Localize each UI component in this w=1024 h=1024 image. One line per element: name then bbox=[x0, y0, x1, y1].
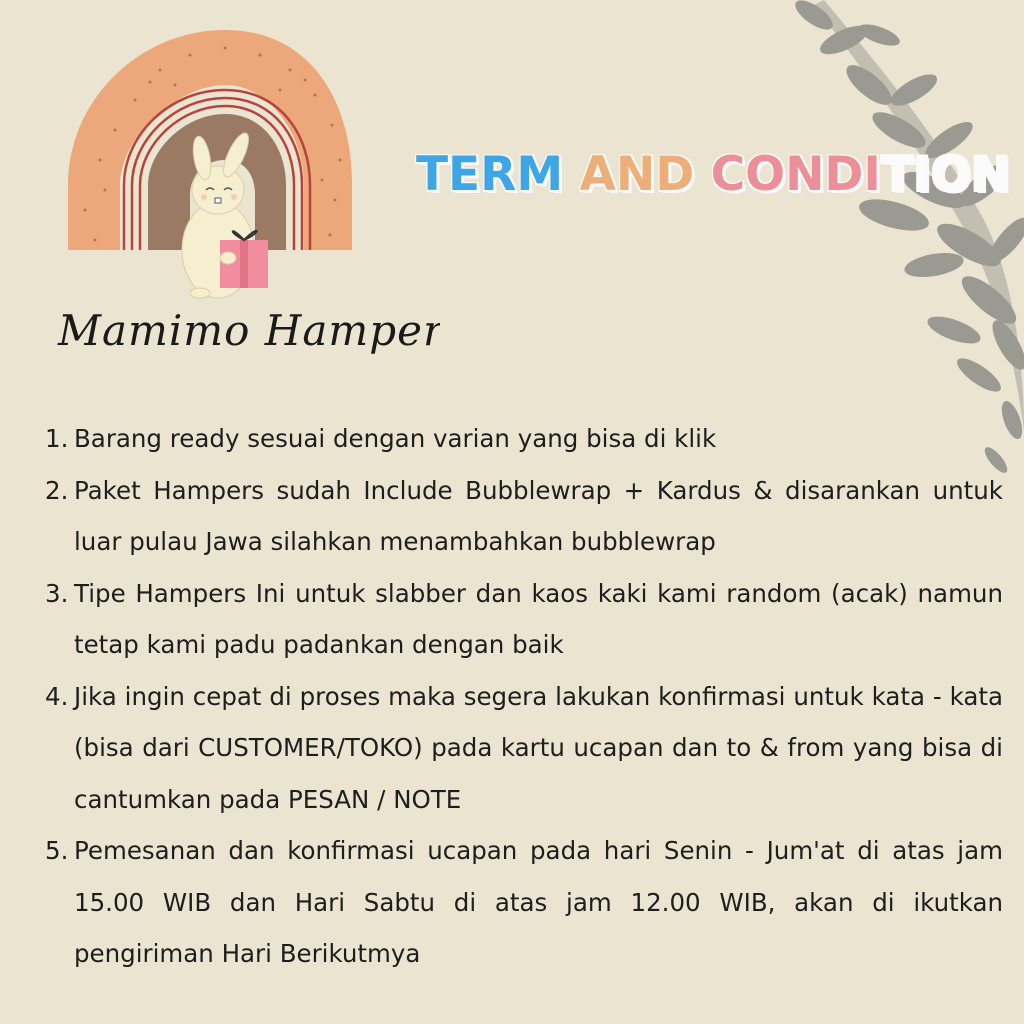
terms-item-number: 5. bbox=[45, 836, 69, 865]
terms-item-number: 4. bbox=[45, 681, 69, 711]
title-term: TERM bbox=[416, 147, 564, 202]
terms-item-text: Tipe Hampers Ini untuk slabber dan kaos kaki kami random (acak) namun tetap kami padu padankan dengan baik bbox=[74, 578, 1003, 659]
terms-item-text: Pemesanan dan konfirmasi ucapan pada hari Senin - Jum'at di atas jam 15.00 WIB dan Hari Sabtu di atas jam 12.00 WIB, akan di ikutkan pengiriman Hari Berikutmya bbox=[74, 836, 1003, 968]
terms-item-number: 1. bbox=[45, 424, 69, 453]
terms-item-text: Paket Hampers sudah Include Bubblewrap + Kardus & disarankan untuk luar pulau Jawa silahkan menambahkan bubblewrap bbox=[74, 475, 1003, 556]
terms-item-number: 3. bbox=[45, 578, 69, 608]
terms-item bbox=[45, 671, 1003, 826]
brand-logo bbox=[40, 10, 440, 390]
title-condition-end: TION bbox=[880, 147, 1010, 202]
terms-item bbox=[45, 413, 1003, 465]
terms-item bbox=[45, 825, 1003, 980]
terms-item-text: Jika ingin cepat di proses maka segera lakukan konfirmasi untuk kata - kata (bisa dari CUSTOMER/TOKO) pada kartu ucapan dan to & from yang bisa di cantumkan pada PESAN / NOTE bbox=[74, 681, 1003, 814]
terms-item bbox=[45, 568, 1003, 671]
brand-name: Mamimo Hampers bbox=[58, 306, 440, 355]
page-title bbox=[416, 143, 1010, 207]
terms-item-text: Barang ready sesuai dengan varian yang bisa di klik bbox=[74, 424, 717, 453]
terms-list bbox=[45, 413, 1003, 980]
title-and: AND bbox=[579, 147, 695, 202]
terms-item-number: 2. bbox=[45, 475, 69, 505]
title-condition: CONDI bbox=[710, 147, 881, 202]
rainbow-bunny-illustration bbox=[40, 10, 440, 390]
terms-item bbox=[45, 465, 1003, 568]
